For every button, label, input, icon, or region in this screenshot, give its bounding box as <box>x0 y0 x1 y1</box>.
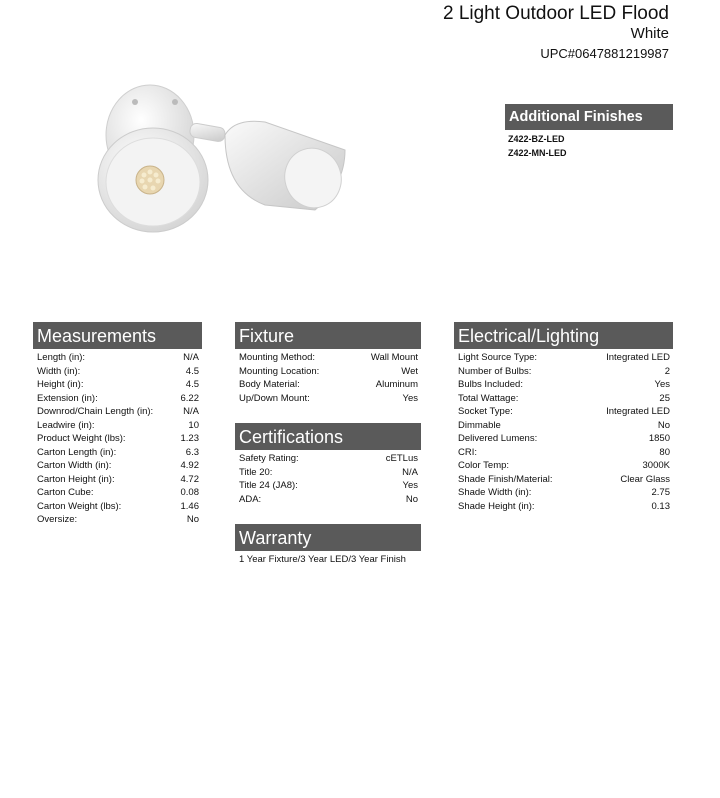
spec-row <box>239 493 418 507</box>
spec-value: Yes <box>654 379 670 390</box>
spec-label: Delivered Lumens: <box>458 433 538 444</box>
spec-row <box>458 419 670 433</box>
spec-label: Carton Cube: <box>37 487 94 498</box>
spec-label: Mounting Location: <box>239 365 320 377</box>
measurements-heading: Measurements <box>33 322 202 349</box>
spec-row <box>458 500 670 514</box>
spec-label: Carton Length (in): <box>37 446 117 458</box>
spec-label: CRI: <box>458 446 477 458</box>
spec-value: cETLus <box>385 453 418 464</box>
spec-label: Shade Width (in): <box>458 487 532 498</box>
spec-value: Wall Mount <box>370 352 418 363</box>
spec-row <box>458 378 670 392</box>
spec-row <box>239 378 418 392</box>
spec-value: Yes <box>402 392 418 404</box>
spec-label: Height (in): <box>37 379 84 390</box>
spec-row <box>37 419 199 433</box>
spec-value: 3000K <box>642 460 670 471</box>
spec-value: Yes <box>402 480 418 491</box>
spec-value: Integrated LED <box>606 406 670 417</box>
spec-value: 1.46 <box>180 500 199 512</box>
spec-label: Mounting Method: <box>239 352 316 363</box>
spec-row <box>37 473 199 487</box>
electrical-section <box>454 322 673 513</box>
spec-value: Wet <box>401 365 418 377</box>
spec-row <box>37 392 199 406</box>
spec-row <box>37 459 199 473</box>
spec-label: Title 20: <box>239 466 273 478</box>
spec-label: Dimmable <box>458 419 501 431</box>
spec-value: No <box>405 493 418 505</box>
spec-label: Downrod/Chain Length (in): <box>37 406 154 417</box>
electrical-heading: Electrical/Lighting <box>454 322 673 349</box>
spec-value: 2 <box>664 365 670 377</box>
spec-label: Shade Height (in): <box>458 500 535 512</box>
spec-value: N/A <box>183 352 199 363</box>
spec-row <box>239 452 418 466</box>
measurements-section <box>33 322 202 527</box>
spec-label: Socket Type: <box>458 406 513 417</box>
spec-row <box>37 432 199 446</box>
spec-label: Carton Width (in): <box>37 460 112 471</box>
product-upc: UPC#0647881219987 <box>540 46 669 61</box>
spec-value: 2.75 <box>651 487 670 498</box>
spec-value: N/A <box>402 466 418 478</box>
fixture-section <box>235 322 421 405</box>
certifications-section <box>235 423 421 506</box>
spec-row <box>458 405 670 419</box>
spec-label: Leadwire (in): <box>37 419 95 431</box>
spec-label: Shade Finish/Material: <box>458 473 553 485</box>
spec-row <box>37 378 199 392</box>
spec-row <box>37 365 199 379</box>
spec-row <box>458 459 670 473</box>
spec-row <box>458 365 670 379</box>
spec-value: 4.5 <box>185 379 199 390</box>
warranty-heading: Warranty <box>235 524 421 551</box>
spec-value: 1850 <box>648 433 670 444</box>
spec-label: Light Source Type: <box>458 352 538 363</box>
spec-value: Integrated LED <box>606 352 670 363</box>
spec-label: Number of Bulbs: <box>458 365 532 377</box>
spec-row <box>37 500 199 514</box>
warranty-text: 1 Year Fixture/3 Year LED/3 Year Finish <box>239 554 406 565</box>
spec-label: Carton Weight (lbs): <box>37 500 122 512</box>
spec-value: N/A <box>183 406 199 417</box>
spec-label: Width (in): <box>37 365 81 377</box>
fixture-heading: Fixture <box>235 322 421 349</box>
spec-value: No <box>657 419 670 431</box>
product-image <box>95 80 355 240</box>
spec-value: 0.08 <box>180 487 199 498</box>
spec-label: Oversize: <box>37 514 78 525</box>
warranty-section <box>235 524 421 566</box>
product-title: 2 Light Outdoor LED Flood <box>442 3 669 24</box>
spec-value: 10 <box>188 419 199 431</box>
spec-value: Clear Glass <box>620 473 670 485</box>
spec-value: 0.13 <box>651 500 670 512</box>
finish-item: Z422-MN-LED <box>508 148 567 158</box>
spec-label: Total Wattage: <box>458 392 519 404</box>
spec-label: Color Temp: <box>458 460 510 471</box>
spec-value: 4.92 <box>180 460 199 471</box>
spec-label: Bulbs Included: <box>458 379 523 390</box>
spec-row <box>37 405 199 419</box>
spec-row <box>239 351 418 365</box>
spec-value: 1.23 <box>180 433 199 444</box>
product-finish: White <box>630 25 669 42</box>
spec-value: 80 <box>659 446 670 458</box>
spec-row <box>458 432 670 446</box>
spec-row <box>37 486 199 500</box>
spec-row <box>458 446 670 460</box>
spec-label: Carton Height (in): <box>37 473 115 485</box>
spec-value: 6.3 <box>185 446 199 458</box>
spec-row <box>239 365 418 379</box>
spec-row <box>37 351 199 365</box>
spec-label: Product Weight (lbs): <box>37 433 126 444</box>
spec-row <box>239 392 418 406</box>
spec-value: 4.5 <box>185 365 199 377</box>
spec-value: No <box>186 514 199 525</box>
spec-label: Length (in): <box>37 352 86 363</box>
spec-row <box>37 513 199 527</box>
spec-label: Safety Rating: <box>239 453 299 464</box>
certifications-heading: Certifications <box>235 423 421 450</box>
spec-label: Extension (in): <box>37 392 98 404</box>
additional-finishes-heading: Additional Finishes <box>505 104 673 130</box>
spec-value: Aluminum <box>375 379 418 390</box>
spec-row <box>458 486 670 500</box>
additional-finishes <box>505 104 673 158</box>
finish-item: Z422-BZ-LED <box>508 134 565 144</box>
spec-value: 25 <box>659 392 670 404</box>
spec-row <box>37 446 199 460</box>
spec-value: 4.72 <box>180 473 199 485</box>
spec-row <box>458 392 670 406</box>
spec-label: ADA: <box>239 493 262 505</box>
spec-label: Up/Down Mount: <box>239 392 310 404</box>
spec-value: 6.22 <box>180 392 199 404</box>
spec-row <box>239 479 418 493</box>
spec-row <box>458 473 670 487</box>
spec-row <box>458 351 670 365</box>
spec-label: Body Material: <box>239 379 300 390</box>
spec-label: Title 24 (JA8): <box>239 480 298 491</box>
spec-row <box>239 466 418 480</box>
